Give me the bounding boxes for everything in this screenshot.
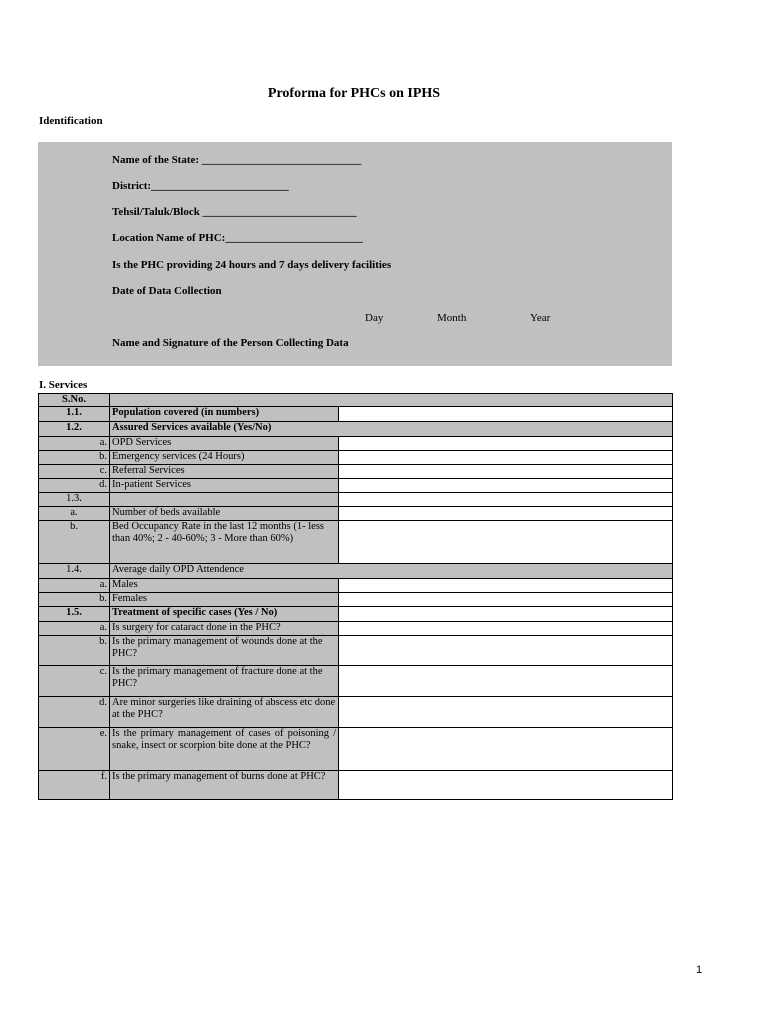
table-row <box>39 593 673 607</box>
page-title: Proforma for PHCs on IPHS <box>267 86 441 101</box>
row-question: Number of beds available <box>110 507 339 521</box>
table-row <box>39 579 673 593</box>
row-number: b. <box>39 521 110 564</box>
row-number: f. <box>39 771 110 800</box>
row-question <box>110 493 339 507</box>
table-row <box>39 479 673 493</box>
answer-cell[interactable] <box>339 437 673 451</box>
row-number: a. <box>39 437 110 451</box>
table-row <box>39 771 673 800</box>
answer-cell[interactable] <box>339 479 673 493</box>
answer-cell[interactable] <box>339 507 673 521</box>
header-blank <box>110 394 673 407</box>
answer-cell[interactable] <box>339 521 673 564</box>
row-number: c. <box>39 465 110 479</box>
services-heading: I. Services <box>39 379 88 391</box>
row-question: Assured Services available (Yes/No) <box>110 422 673 437</box>
row-question: OPD Services <box>110 437 339 451</box>
table-row <box>39 564 673 579</box>
answer-cell[interactable] <box>339 636 673 666</box>
row-question: Average daily OPD Attendence <box>110 564 673 579</box>
date-day-label: Day <box>365 312 384 324</box>
table-row <box>39 607 673 622</box>
row-number: a. <box>39 622 110 636</box>
row-number: b. <box>39 593 110 607</box>
row-question: In-patient Services <box>110 479 339 493</box>
answer-cell[interactable] <box>339 607 673 622</box>
row-question: Emergency services (24 Hours) <box>110 451 339 465</box>
row-number: a. <box>39 579 110 593</box>
table-row <box>39 622 673 636</box>
phc-location-field[interactable]: Location Name of PHC:_________________________ <box>112 232 363 244</box>
answer-cell[interactable] <box>339 666 673 697</box>
row-number: e. <box>39 728 110 771</box>
row-number: c. <box>39 666 110 697</box>
answer-cell[interactable] <box>339 579 673 593</box>
table-row <box>39 407 673 422</box>
tehsil-field[interactable]: Tehsil/Taluk/Block ____________________________ <box>112 206 357 218</box>
row-question: Is the primary management of fracture done at the PHC? <box>110 666 339 697</box>
date-year-label: Year <box>530 312 551 324</box>
services-table <box>38 393 673 800</box>
row-question: Is the primary management of wounds done at the PHC? <box>110 636 339 666</box>
table-row <box>39 422 673 437</box>
row-question: Treatment of specific cases (Yes / No) <box>110 607 339 622</box>
row-question: Bed Occupancy Rate in the last 12 months (1- less than 40%; 2 - 40-60%; 3 - More than 60%) <box>110 521 339 564</box>
collector-signature-label: Name and Signature of the Person Collecting Data <box>112 337 349 349</box>
answer-cell[interactable] <box>339 622 673 636</box>
district-field[interactable]: District:_________________________ <box>112 180 289 192</box>
date-of-collection-label: Date of Data Collection <box>112 285 222 297</box>
row-question: Is the primary management of cases of poisoning / snake, insect or scorpion bite done at the PHC? <box>110 728 339 771</box>
row-number: a. <box>39 507 110 521</box>
row-question: Males <box>110 579 339 593</box>
answer-cell[interactable] <box>339 593 673 607</box>
row-number: 1.5. <box>39 607 110 622</box>
table-row <box>39 728 673 771</box>
table-row <box>39 493 673 507</box>
row-number: 1.4. <box>39 564 110 579</box>
row-number: 1.3. <box>39 493 110 507</box>
answer-cell[interactable] <box>339 728 673 771</box>
page-number: 1 <box>696 964 703 976</box>
table-row <box>39 507 673 521</box>
table-header-row <box>39 394 673 407</box>
row-question: Are minor surgeries like draining of abscess etc done at the PHC? <box>110 697 339 728</box>
sno-header: S.No. <box>39 394 110 407</box>
table-row <box>39 521 673 564</box>
answer-cell[interactable] <box>339 771 673 800</box>
row-number: 1.2. <box>39 422 110 437</box>
row-number: d. <box>39 697 110 728</box>
row-question: Referral Services <box>110 465 339 479</box>
table-row <box>39 465 673 479</box>
answer-cell[interactable] <box>339 697 673 728</box>
table-row <box>39 451 673 465</box>
delivery-facility-question: Is the PHC providing 24 hours and 7 days delivery facilities <box>112 259 392 271</box>
date-month-label: Month <box>437 312 467 324</box>
row-number: 1.1. <box>39 407 110 422</box>
identification-box <box>38 142 672 366</box>
table-row <box>39 697 673 728</box>
row-question: Is the primary management of burns done at PHC? <box>110 771 339 800</box>
answer-cell[interactable] <box>339 407 673 422</box>
row-number: b. <box>39 636 110 666</box>
row-question: Population covered (in numbers) <box>110 407 339 422</box>
row-question: Females <box>110 593 339 607</box>
answer-cell[interactable] <box>339 451 673 465</box>
identification-heading: Identification <box>39 115 103 127</box>
row-question: Is surgery for cataract done in the PHC? <box>110 622 339 636</box>
row-number: b. <box>39 451 110 465</box>
state-name-field[interactable]: Name of the State: _____________________________ <box>112 154 362 166</box>
table-row <box>39 636 673 666</box>
table-row <box>39 666 673 697</box>
answer-cell[interactable] <box>339 465 673 479</box>
answer-cell[interactable] <box>339 493 673 507</box>
row-number: d. <box>39 479 110 493</box>
table-row <box>39 437 673 451</box>
